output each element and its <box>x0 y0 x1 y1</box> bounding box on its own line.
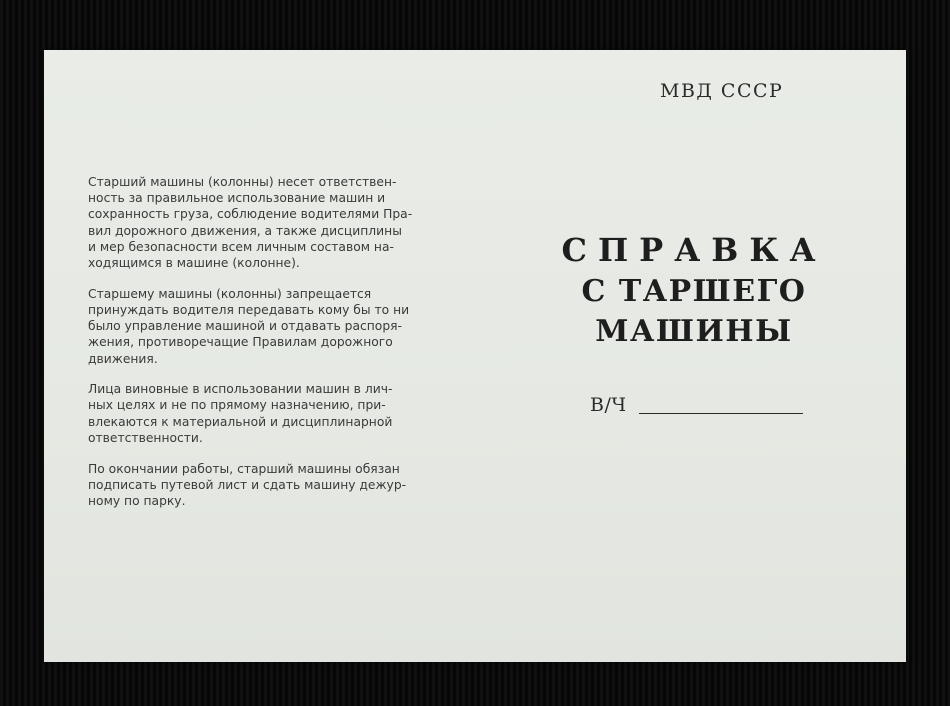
unit-label: В/Ч <box>590 394 627 416</box>
rule-paragraph-3: Лица виновные в использовании машин в лич- ных целях и не по прямому назначению, при- влекаются к материальной и дисциплинарной ответственности. <box>88 382 393 445</box>
title-line-1: СПРАВКА <box>561 231 827 269</box>
title-line-2: С ТАРШЕГО МАШИНЫ <box>581 274 807 349</box>
document-card <box>44 50 906 662</box>
rule-paragraph-4: По окончании работы, старший машины обязан подписать путевой лист и сдать машину дежур- ному по парку. <box>88 461 407 508</box>
organization-heading: МВД СССР <box>660 80 784 102</box>
rule-paragraph-1: Старший машины (колонны) несет ответствен- ность за правильное использование машин и сохранность груза, соблюдение водителями Пра- вил дорожного движения, а также дисциплины и мер безопасности всем личным составом на- ходящимся в машине (колонне). <box>88 175 413 271</box>
unit-field <box>590 394 803 416</box>
document-title <box>484 230 904 352</box>
rules-text-column <box>88 174 464 524</box>
unit-blank-line <box>639 413 803 414</box>
rule-paragraph-2: Старшему машины (колонны) запрещается принуждать водителя передавать кому бы то ни было управление машиной и отдавать распоря- жения, противоречащие Правилам дорожного движения. <box>88 286 410 366</box>
